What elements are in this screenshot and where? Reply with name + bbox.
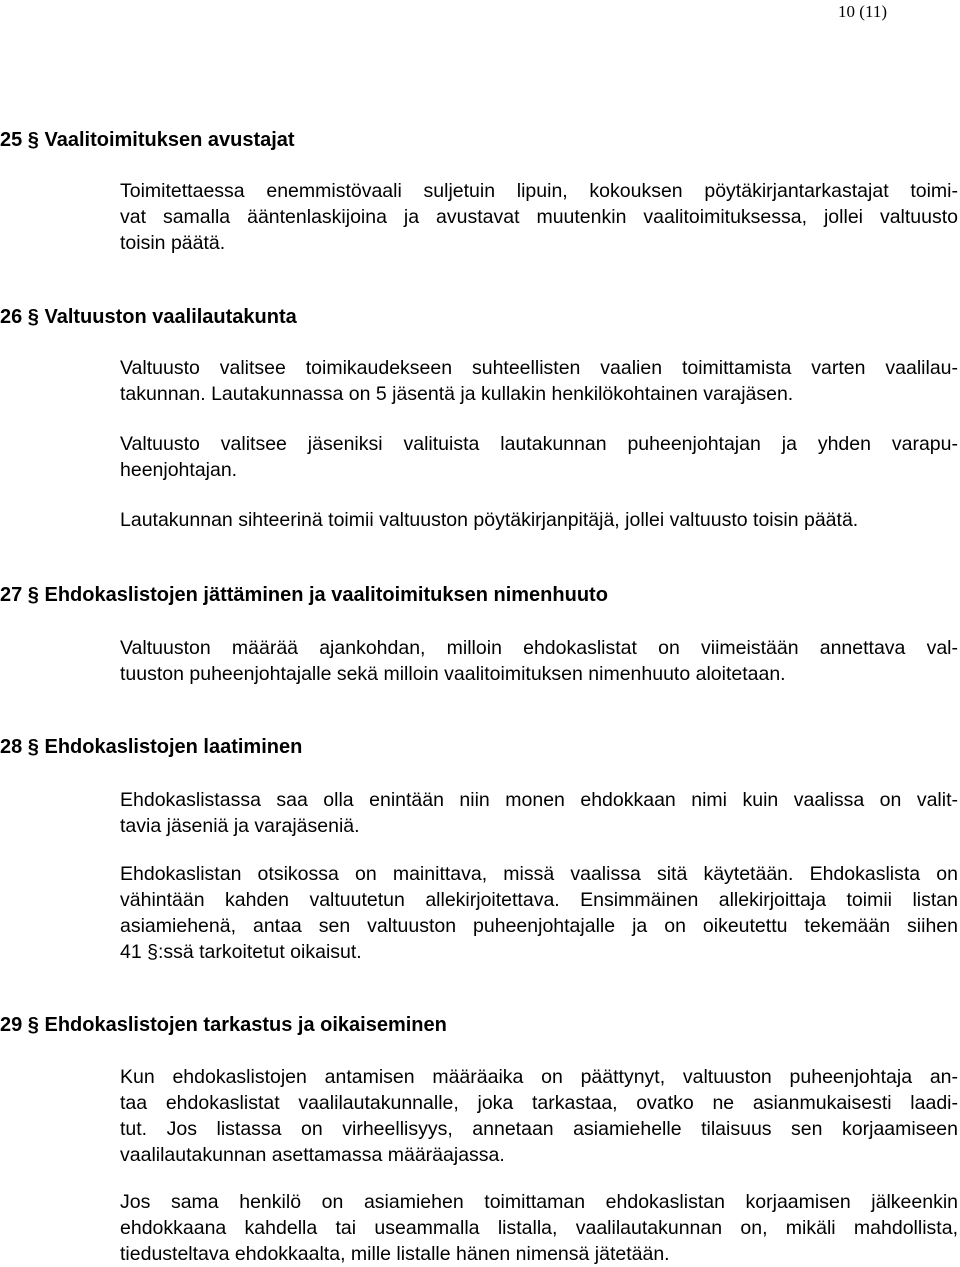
text-line: Kun ehdokaslistojen antamisen määräaika on päättynyt, valtuuston puheenjohtaja an-	[120, 1066, 958, 1088]
text-line: toisin päätä.	[120, 232, 226, 254]
text-line: 41 §:ssä tarkoitetut oikaisut.	[120, 941, 362, 963]
section-28-paragraph-2	[120, 861, 958, 965]
text-line: vaalilautakunnan asettamassa määräajassa.	[120, 1144, 505, 1166]
text-line: Valtuuston määrää ajankohdan, milloin ehdokaslistat on viimeistään annettava val-	[120, 637, 958, 659]
section-heading-25: 25 § Vaalitoimituksen avustajat	[0, 129, 295, 151]
section-heading-29: 29 § Ehdokaslistojen tarkastus ja oikaiseminen	[0, 1014, 447, 1036]
text-line: takunnan. Lautakunnassa on 5 jäsentä ja kullakin henkilökohtainen varajäsen.	[120, 383, 794, 405]
page-number: 10 (11)	[838, 2, 887, 21]
section-28-paragraph-1	[120, 787, 958, 839]
section-29-paragraph-2	[120, 1189, 958, 1267]
text-line: ehdokkaana kahdella tai useammalla listalla, vaalilautakunnan on, mikäli mahdollista,	[120, 1217, 958, 1239]
text-line: Ehdokaslistan otsikossa on mainittava, missä vaalissa sitä käytetään. Ehdokaslista on	[120, 863, 958, 885]
text-line: Toimitettaessa enemmistövaali suljetuin lipuin, kokouksen pöytäkirjantarkastajat toimi-	[120, 180, 958, 202]
text-line: tiedusteltava ehdokkaalta, mille listalle hänen nimensä jätetään.	[120, 1243, 670, 1265]
text-line: asiamiehenä, antaa sen valtuuston puheenjohtajalle ja on oikeutettu tekemään siihen	[120, 915, 958, 937]
section-29-paragraph-1	[120, 1064, 958, 1168]
section-heading-26: 26 § Valtuuston vaalilautakunta	[0, 306, 297, 328]
text-line: tuuston puheenjohtajalle sekä milloin vaalitoimituksen nimenhuuto aloitetaan.	[120, 663, 786, 685]
text-line: heenjohtajan.	[120, 459, 238, 481]
section-heading-27: 27 § Ehdokaslistojen jättäminen ja vaalitoimituksen nimenhuuto	[0, 584, 608, 606]
text-line: Ehdokaslistassa saa olla enintään niin monen ehdokkaan nimi kuin vaalissa on valit-	[120, 789, 958, 811]
text-line: taa ehdokaslistat vaalilautakunnalle, joka tarkastaa, ovatko ne asianmukaisesti laadi-	[120, 1092, 958, 1114]
section-26-paragraph-3	[120, 507, 958, 533]
text-line: vähintään kahden valtuutetun allekirjoitettava. Ensimmäinen allekirjoittaja toimii listan	[120, 889, 958, 911]
text-line: Valtuusto valitsee jäseniksi valituista lautakunnan puheenjohtajan ja yhden varapu-	[120, 433, 958, 455]
text-line: tut. Jos listassa on virheellisyys, annetaan asiamiehelle tilaisuus sen korjaamiseen	[120, 1118, 958, 1140]
text-line: Jos sama henkilö on asiamiehen toimittaman ehdokaslistan korjaamisen jälkeenkin	[120, 1191, 958, 1213]
section-heading-28: 28 § Ehdokaslistojen laatiminen	[0, 736, 303, 758]
text-line: Lautakunnan sihteerinä toimii valtuuston pöytäkirjanpitäjä, jollei valtuusto toisin päätä.	[120, 509, 859, 531]
section-25-paragraph-1	[120, 178, 958, 256]
section-26-paragraph-1	[120, 355, 958, 407]
section-27-paragraph-1	[120, 635, 958, 687]
text-line: Valtuusto valitsee toimikaudekseen suhteellisten vaalien toimittamista varten vaalilau-	[120, 357, 958, 379]
section-26-paragraph-2	[120, 431, 958, 483]
text-line: tavia jäseniä ja varajäseniä.	[120, 815, 360, 837]
text-line: vat samalla ääntenlaskijoina ja avustavat muutenkin vaalitoimituksessa, jollei valtuusto	[120, 206, 958, 228]
